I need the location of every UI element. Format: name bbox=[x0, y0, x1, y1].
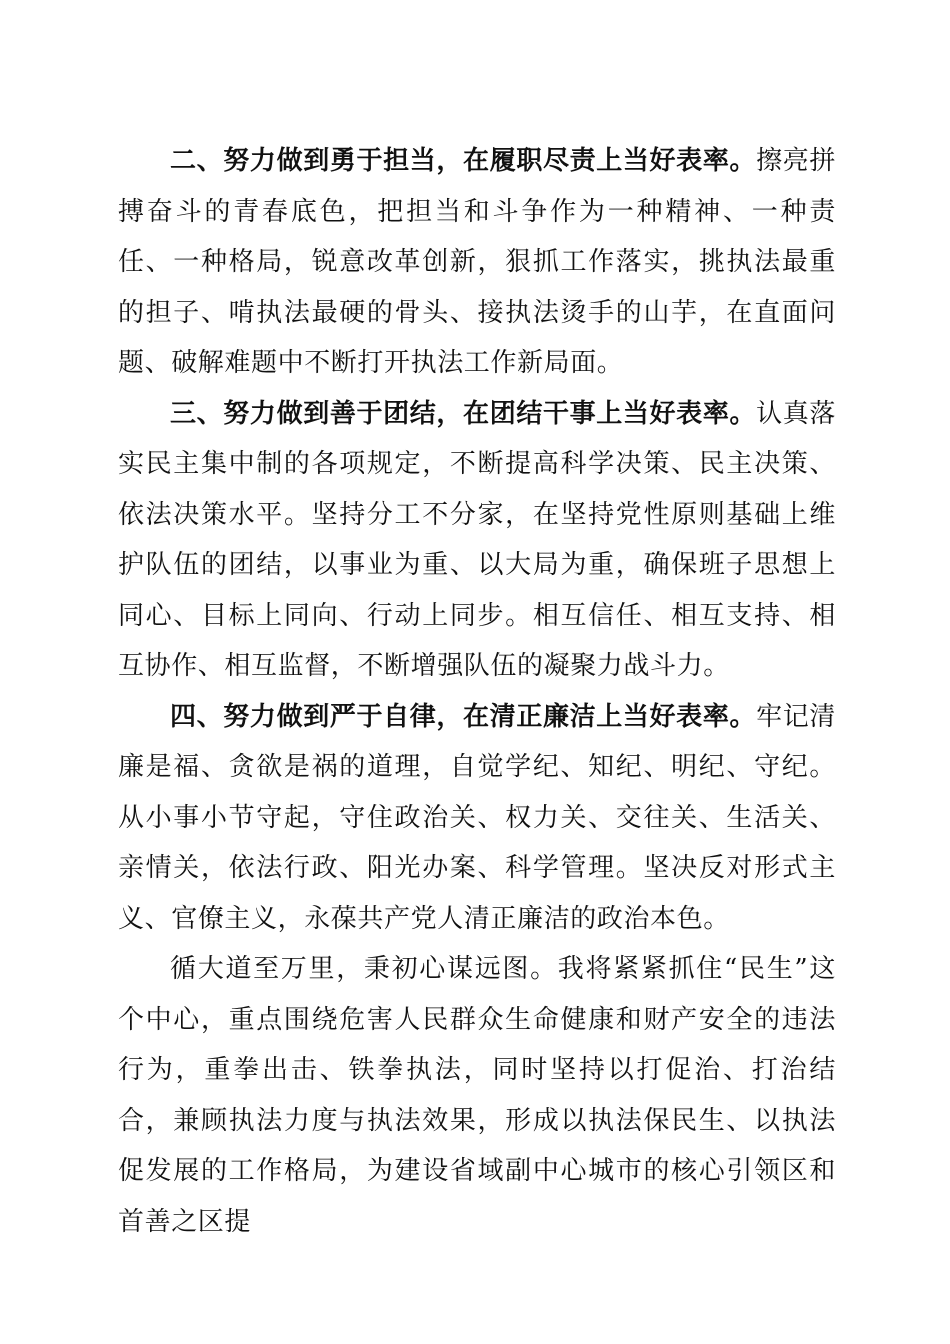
paragraph-text: 循大道至万里，秉初心谋远图。我将紧紧抓住“民生”这个中心，重点围绕危害人民群众生命健康和财产安全的违法行为，重拳出击、铁拳执法，同时坚持以打促治、打治结合，兼顾执法力度与执法效果，形成以执法保民生、以执法促发展的工作格局，为建设省域副中心城市的核心引领区和首善之区提 bbox=[118, 954, 836, 1237]
paragraph-text: 牢记清廉是福、贪欲是祸的道理，自觉学纪、知纪、明纪、守纪。从小事小节守起，守住政治关、权力关、交往关、生活关、亲情关，依法行政、阳光办案、科学管理。坚决反对形式主义、官僚主义，永葆共产党人清正廉洁的政治本色。 bbox=[118, 701, 836, 934]
paragraph-heading: 四、努力做到严于自律，在清正廉洁上当好表率。 bbox=[170, 701, 757, 732]
document-body bbox=[118, 136, 836, 1247]
paragraph-self-discipline bbox=[118, 692, 836, 945]
paragraph-text: 认真落实民主集中制的各项规定，不断提高科学决策、民主决策、依法决策水平。坚持分工不分家，在坚持党性原则基础上维护队伍的团结，以事业为重、以大局为重，确保班子思想上同心、目标上同向、行动上同步。相互信任、相互支持、相互协作、相互监督，不断增强队伍的凝聚力战斗力。 bbox=[118, 398, 836, 681]
paragraph-conclusion bbox=[118, 944, 836, 1247]
paragraph-heading: 二、努力做到勇于担当，在履职尽责上当好表率。 bbox=[170, 146, 757, 176]
paragraph-text: 擦亮拼搏奋斗的青春底色，把担当和斗争作为一种精神、一种责任、一种格局，锐意改革创新，狠抓工作落实，挑执法最重的担子、啃执法最硬的骨头、接执法烫手的山芋，在直面问题、破解难题中不断打开执法工作新局面。 bbox=[118, 146, 836, 378]
paragraph-heading: 三、努力做到善于团结，在团结干事上当好表率。 bbox=[170, 398, 757, 429]
paragraph-unity bbox=[118, 389, 836, 692]
paragraph-responsibility bbox=[118, 136, 836, 389]
